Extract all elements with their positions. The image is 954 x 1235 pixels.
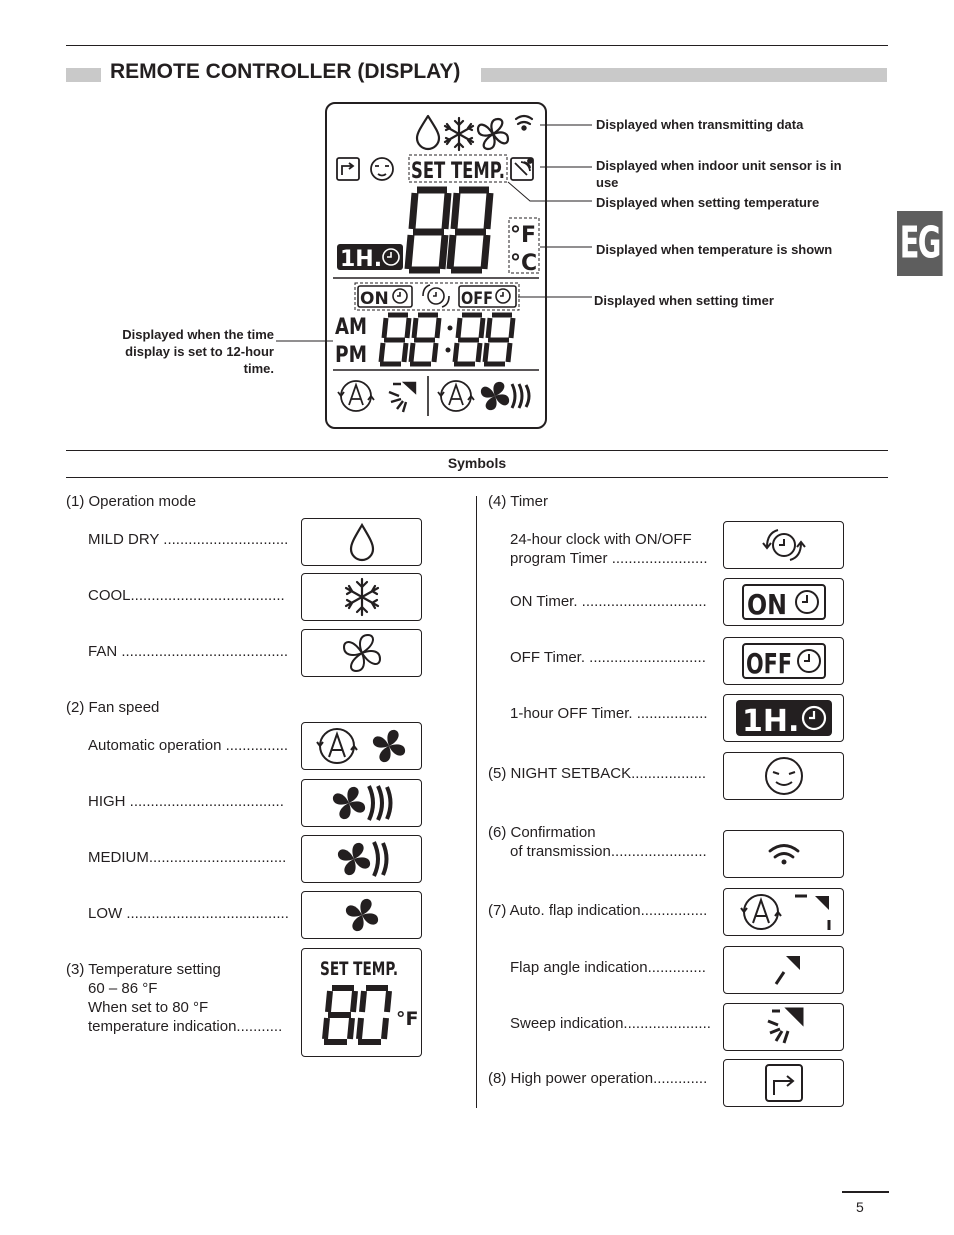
- box-confirm: [723, 830, 844, 878]
- flap-angle-icon: [776, 956, 800, 984]
- section-temp-setting: (3) Temperature setting: [66, 961, 221, 978]
- page-number: 5: [856, 1199, 864, 1215]
- box-auto-op: [301, 722, 422, 770]
- display-unit-f: °F: [510, 223, 537, 248]
- display-off: OFF: [461, 289, 493, 309]
- display-am: AM: [335, 315, 367, 340]
- item-confirm-1: (6) Confirmation: [488, 824, 596, 841]
- callout-setting-temp: Displayed when setting temperature: [596, 195, 820, 210]
- box-mild-dry: [301, 518, 422, 566]
- high-power-icon: [766, 1065, 802, 1101]
- callout-sensor: Displayed when indoor unit sensor is in use: [596, 158, 842, 190]
- item-clock-1: 24-hour clock with ON/OFF: [510, 531, 692, 548]
- temp-digits-icon: [324, 988, 389, 1042]
- box-high: [301, 779, 422, 827]
- box-high-power: [723, 1059, 844, 1107]
- callout-setting-timer: Displayed when setting timer: [594, 293, 774, 308]
- item-one-hour-off: 1-hour OFF Timer. .................: [510, 705, 708, 722]
- box-off-timer: [723, 637, 844, 685]
- clock-timer-icon: [763, 530, 805, 560]
- clock-icon: [796, 591, 818, 613]
- item-high: HIGH .....................................: [88, 793, 284, 810]
- display-set-temp: SET TEMP.: [411, 159, 505, 184]
- item-medium: MEDIUM.................................: [88, 849, 287, 866]
- box-low: [301, 891, 422, 939]
- box-set-temp: SET TEMP.: [320, 958, 398, 980]
- callout-temp-shown: Displayed when temperature is shown: [596, 242, 833, 257]
- item-mild-dry: MILD DRY ..............................: [88, 531, 289, 548]
- item-cool: COOL.....................................: [88, 587, 285, 604]
- item-high-power: (8) High power operation.............: [488, 1070, 708, 1087]
- section-op-mode: (1) Operation mode: [66, 493, 197, 510]
- drop-icon: [351, 525, 373, 560]
- item-on-timer: ON Timer. ..............................: [510, 593, 707, 610]
- page-title: REMOTE CONTROLLER (DISPLAY): [110, 60, 461, 83]
- clock-icon: [798, 650, 820, 672]
- sweep-icon: [768, 1009, 802, 1043]
- item-off-timer: OFF Timer. ............................: [510, 649, 706, 666]
- item-temp-80: When set to 80 °F: [88, 999, 209, 1016]
- display-unit-c: °C: [510, 251, 538, 276]
- item-temp-range: 60 – 86 °F: [88, 980, 158, 997]
- box-off: OFF: [745, 647, 792, 680]
- box-one-hour-off: [723, 694, 844, 742]
- fan-low-icon: [345, 899, 377, 931]
- box-sweep: [723, 1003, 844, 1051]
- display-pm: PM: [335, 343, 367, 368]
- box-one-hour: 1H.: [741, 704, 799, 738]
- box-cool: [301, 573, 422, 621]
- item-night-setback: (5) NIGHT SETBACK..................: [488, 765, 707, 782]
- box-night-setback: [723, 752, 844, 800]
- symbols-bottom-rule: [66, 477, 888, 478]
- item-fan: FAN ........................................: [88, 643, 289, 660]
- item-sweep: Sweep indication.....................: [510, 1015, 711, 1032]
- display-on: ON: [360, 289, 389, 309]
- night-face-icon: [766, 758, 802, 794]
- box-on-timer: [723, 578, 844, 626]
- language-tab: EG: [897, 211, 943, 276]
- box-auto-flap: [723, 888, 844, 936]
- section-fan-speed: (2) Fan speed: [66, 699, 160, 716]
- column-divider: [476, 496, 477, 1108]
- item-confirm-2: of transmission.......................: [510, 843, 707, 860]
- item-low: LOW .......................................: [88, 905, 289, 922]
- box-medium: [301, 835, 422, 883]
- callout-transmitting: Displayed when transmitting data: [596, 117, 804, 132]
- fan-outline-icon: [344, 635, 380, 671]
- fan-medium-icon: [337, 842, 386, 876]
- transmit-icon: [770, 846, 798, 865]
- flap-icon: [795, 896, 829, 930]
- item-flap-angle: Flap angle indication..............: [510, 959, 706, 976]
- section-timer: (4) Timer: [488, 493, 548, 510]
- display-one-hour: 1H.: [340, 247, 383, 272]
- item-temp-indication: temperature indication...........: [88, 1018, 283, 1035]
- page-number-rule: [842, 1191, 889, 1193]
- symbols-heading: Symbols: [447, 455, 507, 471]
- callout-twelve-hour: Displayed when the time display is set to 12-hour time.: [122, 327, 274, 376]
- box-clock-timer: [723, 521, 844, 569]
- snowflake-icon: [346, 579, 378, 615]
- box-unit-f: °F: [396, 1008, 419, 1030]
- fan-high-icon: [332, 786, 390, 820]
- item-auto-flap: (7) Auto. flap indication................: [488, 902, 708, 919]
- fan-solid-icon: [372, 730, 404, 762]
- symbols-top-rule: [66, 450, 888, 451]
- item-auto-op: Automatic operation ...............: [88, 737, 289, 754]
- item-clock-2: program Timer .......................: [510, 550, 708, 567]
- box-temp-setting: [301, 948, 422, 1057]
- box-on: ON: [746, 588, 787, 621]
- box-fan: [301, 629, 422, 677]
- box-flap-angle: [723, 946, 844, 994]
